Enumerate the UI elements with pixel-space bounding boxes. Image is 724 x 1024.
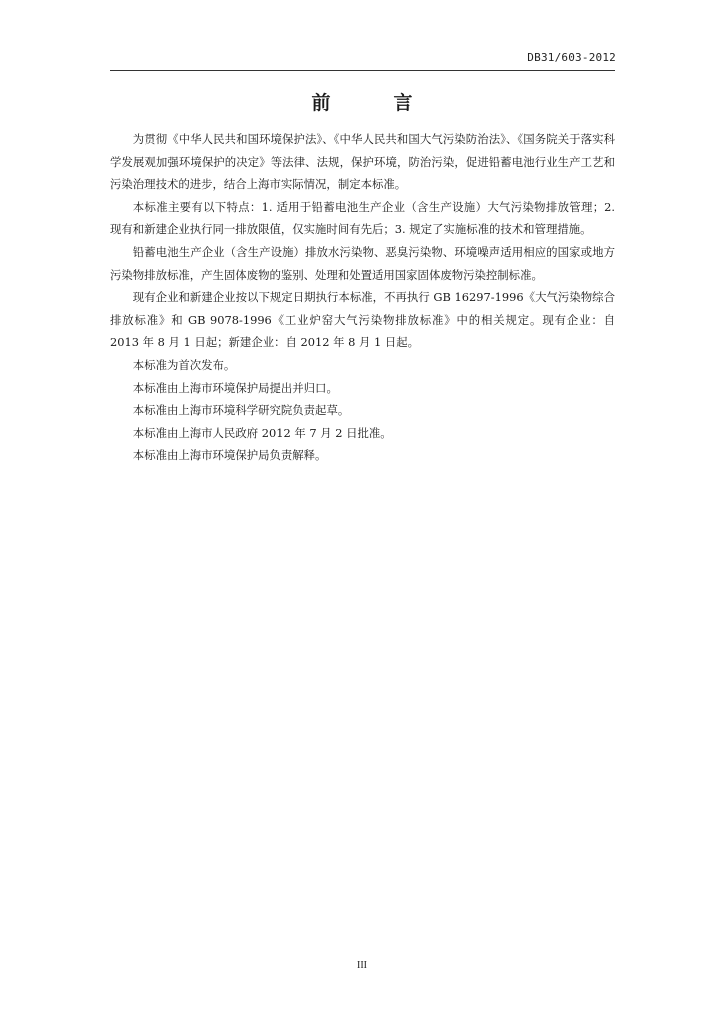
paragraph-other-pollutants: 铅蓄电池生产企业（含生产设施）排放水污染物、恶臭污染物、环境噪声适用相应的国家或地方污染物排放标准，产生固体废物的鉴别、处理和处置适用国家固体废物污染控制标准。 bbox=[110, 244, 615, 282]
paragraph-purpose: 为贯彻《中华人民共和国环境保护法》、《中华人民共和国大气污染防治法》、《国务院关于落实科学发展观加强环境保护的决定》等法律、法规，保护环境，防治污染，促进铅蓄电池行业生产工艺和污染治理技术的进步，结合上海市实际情况，制定本标准。 bbox=[110, 132, 615, 192]
paragraph-first-release: 本标准为首次发布。 bbox=[132, 357, 236, 372]
page-title: 前 言 bbox=[311, 92, 435, 114]
standard-code: DB31/603-2012 bbox=[527, 51, 616, 64]
paragraph-drafted-by: 本标准由上海市环境科学研究院负责起草。 bbox=[132, 403, 350, 418]
paragraph-implementation-dates: 现有企业和新建企业按以下规定日期执行本标准，不再执行 GB 16297-1996《大气污染物综合排放标准》和 GB 9078-1996《工业炉窑大气污染物排放标准》中的相关规定。现有企业：自 2013 年 8 月 1 日起；新建企业：自 2012 年 8 月 1 日起。 bbox=[110, 290, 615, 350]
page-number: III bbox=[357, 960, 367, 971]
header-divider bbox=[110, 70, 615, 71]
paragraph-proposed-by: 本标准由上海市环境保护局提出并归口。 bbox=[132, 380, 338, 395]
foreword-body bbox=[110, 128, 615, 467]
paragraph-interpreted-by: 本标准由上海市环境保护局负责解释。 bbox=[132, 448, 327, 463]
paragraph-approved-by: 本标准由上海市人民政府 2012 年 7 月 2 日批准。 bbox=[132, 425, 392, 440]
paragraph-features: 本标准主要有以下特点：1. 适用于铅蓄电池生产企业（含生产设施）大气污染物排放管理；2. 现有和新建企业执行同一排放限值，仅实施时间有先后；3. 规定了实施标准的技术和管理措施。 bbox=[110, 199, 615, 237]
